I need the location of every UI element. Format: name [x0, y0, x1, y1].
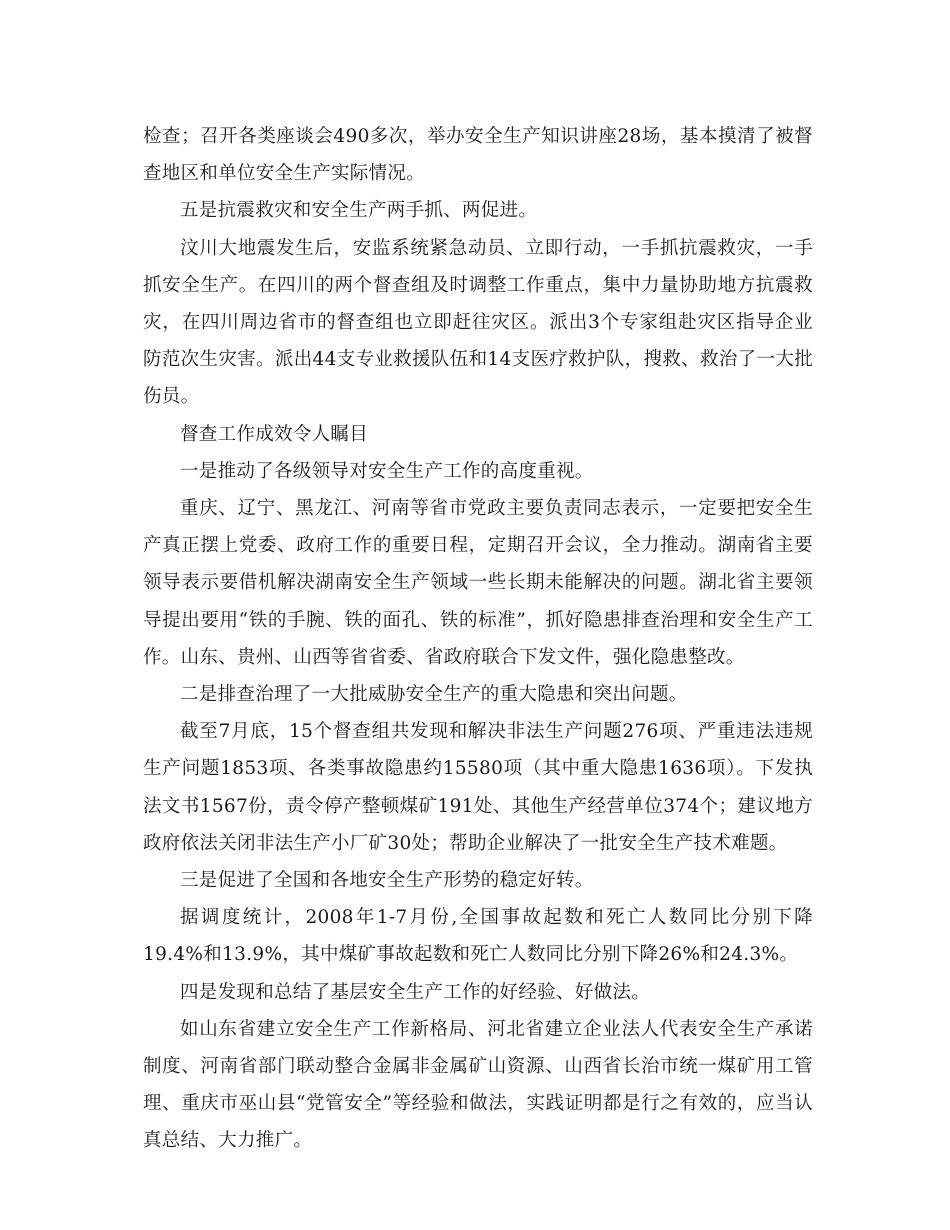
paragraph-7: 二是排查治理了一大批威胁安全生产的重大隐患和突出问题。: [180, 684, 688, 706]
paragraph-11: 四是发现和总结了基层安全生产工作的好经验、好做法。: [180, 981, 651, 1003]
paragraph-2: 五是抗震救灾和安全生产两手抓、两促进。: [180, 200, 538, 222]
paragraph-3: 汶川大地震发生后，安监系统紧急动员、立即行动，一手抓抗震救灾，一手抓安全生产。在四川的两个督查组及时调整工作重点，集中力量协助地方抗震救灾，在四川周边省市的督查组也立即赶往灾区。派出3个专家组赴灾区指导企业防范次生灾害。派出44支专业救援队伍和14支医疗救护队，搜救、救治了一大批伤员。: [143, 237, 813, 408]
paragraph-1: 检查；召开各类座谈会490多次，举办安全生产知识讲座28场，基本摸清了被督查地区和单位安全生产实际情况。: [143, 126, 813, 185]
paragraph-12: 如山东省建立安全生产工作新格局、河北省建立企业法人代表安全生产承诺制度、河南省部门联动整合金属非金属矿山资源、山西省长治市统一煤矿用工管理、重庆市巫山县“党管安全”等经验和做法，实践证明都是行之有效的，应当认真总结、大力推广。: [143, 1018, 813, 1152]
paragraph-6: 重庆、辽宁、黑龙江、河南等省市党政主要负责同志表示，一定要把安全生产真正摆上党委、政府工作的重要日程，定期召开会议，全力推动。湖南省主要领导表示要借机解决湖南安全生产领域一些长期未能解决的问题。湖北省主要领导提出要用“铁的手腕、铁的面孔、铁的标准”，抓好隐患排查治理和安全生产工作。山东、贵州、山西等省省委、省政府联合下发文件，强化隐患整改。: [143, 498, 813, 668]
paragraph-9: 三是促进了全国和各地安全生产形势的稳定好转。: [180, 870, 594, 892]
paragraph-5: 一是推动了各级领导对安全生产工作的高度重视。: [180, 460, 594, 482]
paragraph-10: 据调度统计，2008年1-7月份,全国事故起数和死亡人数同比分别下降19.4%和13.9%，其中煤矿事故起数和死亡人数同比分别下降26%和24.3%。: [143, 907, 813, 966]
paragraph-8: 截至7月底，15个督查组共发现和解决非法生产问题276项、严重违法违规生产问题1853项、各类事故隐患约15580项（其中重大隐患1636项）。下发执法文书1567份，责令停产整顿煤矿191处、其他生产经营单位374个；建议地方政府依法关闭非法生产小厂矿30处；帮助企业解决了一批安全生产技术难题。: [143, 721, 813, 854]
section-heading: 督查工作成效令人瞩目: [180, 423, 369, 445]
document-body: [143, 118, 813, 1160]
